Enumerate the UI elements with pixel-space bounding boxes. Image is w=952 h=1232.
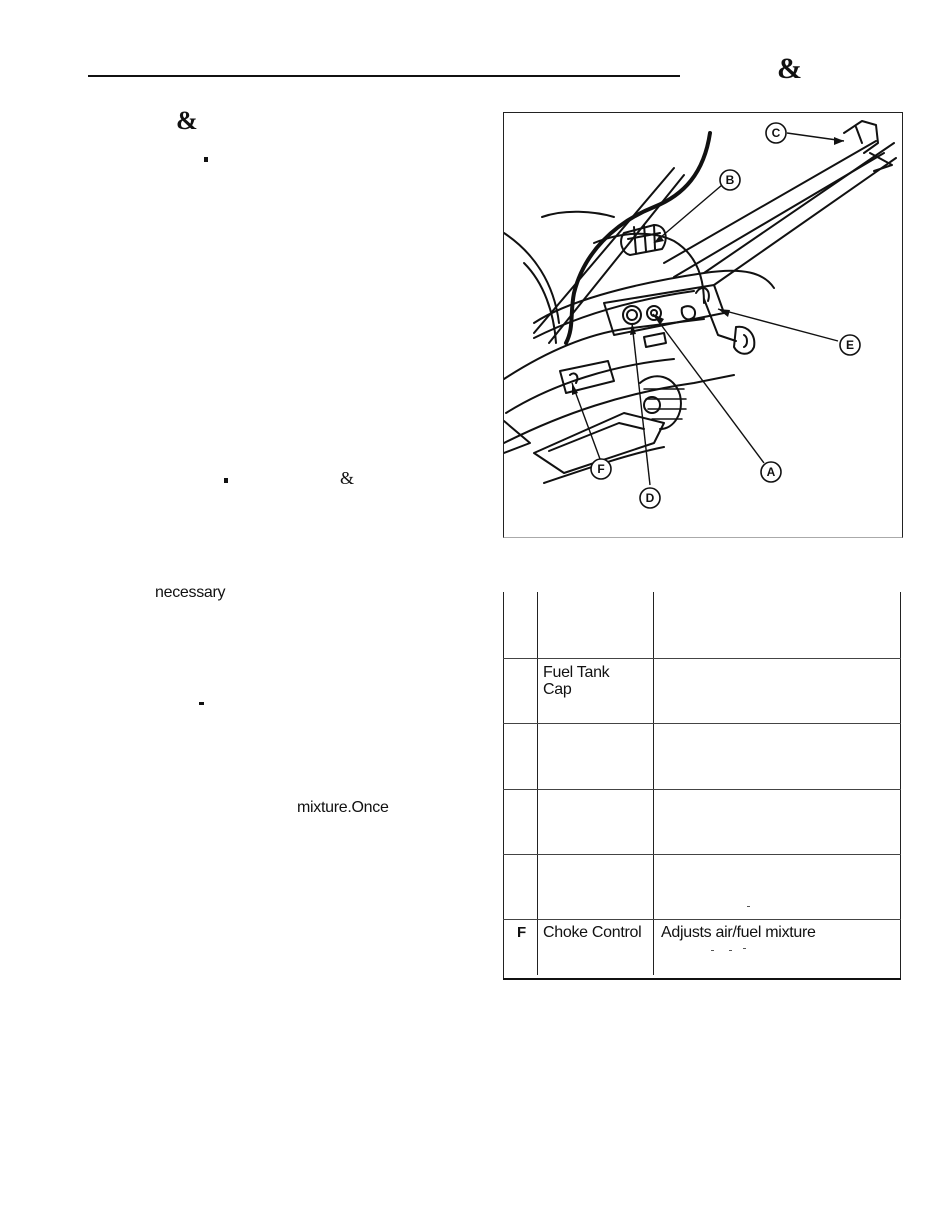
callout-b bbox=[720, 170, 740, 190]
table-row-divider bbox=[503, 723, 901, 724]
svg-text:D: D bbox=[645, 491, 655, 505]
table-bottom-rule bbox=[503, 978, 901, 980]
controls-table bbox=[503, 592, 901, 980]
table-row-divider bbox=[503, 854, 901, 855]
svg-text:C: C bbox=[771, 126, 781, 140]
dash-mark bbox=[199, 702, 204, 705]
scan-speck bbox=[711, 950, 714, 951]
header-rule bbox=[88, 75, 680, 77]
table-cell-name: Choke Control bbox=[543, 924, 642, 941]
table-border-right bbox=[900, 592, 901, 978]
table-cell-function: Adjusts air/fuel mixture bbox=[661, 924, 816, 941]
table-row-divider bbox=[503, 919, 901, 920]
mower-controls-figure bbox=[503, 112, 903, 538]
header-ampersand: & bbox=[777, 52, 802, 85]
scan-speck bbox=[743, 948, 746, 949]
inline-ampersand: & bbox=[340, 468, 355, 488]
table-column-divider bbox=[537, 592, 538, 975]
text-fragment-necessary: necessary bbox=[155, 584, 226, 601]
leader-line-b bbox=[654, 185, 722, 243]
svg-text:B: B bbox=[725, 173, 735, 187]
leader-line-f bbox=[572, 383, 600, 459]
table-cell-letter: F bbox=[517, 924, 527, 941]
bullet-mark bbox=[204, 157, 208, 162]
callout-f bbox=[591, 459, 611, 479]
table-row-divider bbox=[503, 658, 901, 659]
table-border-left bbox=[503, 592, 504, 978]
callout-c bbox=[766, 123, 786, 143]
text-fragment-mixture: mixture.Once bbox=[297, 799, 389, 816]
section-title-ampersand: & bbox=[176, 106, 198, 135]
scan-speck bbox=[747, 906, 750, 907]
callout-a bbox=[761, 462, 781, 482]
callout-d bbox=[640, 488, 660, 508]
table-row-divider bbox=[503, 789, 901, 790]
svg-text:A: A bbox=[766, 465, 776, 479]
svg-text:E: E bbox=[845, 338, 855, 352]
callout-e bbox=[840, 335, 860, 355]
mower-illustration bbox=[504, 113, 902, 537]
table-column-divider bbox=[653, 592, 654, 975]
scan-speck bbox=[729, 950, 732, 951]
table-cell-name: Fuel Tank Cap bbox=[543, 664, 610, 698]
bullet-mark bbox=[224, 478, 228, 483]
svg-text:F: F bbox=[597, 462, 605, 476]
